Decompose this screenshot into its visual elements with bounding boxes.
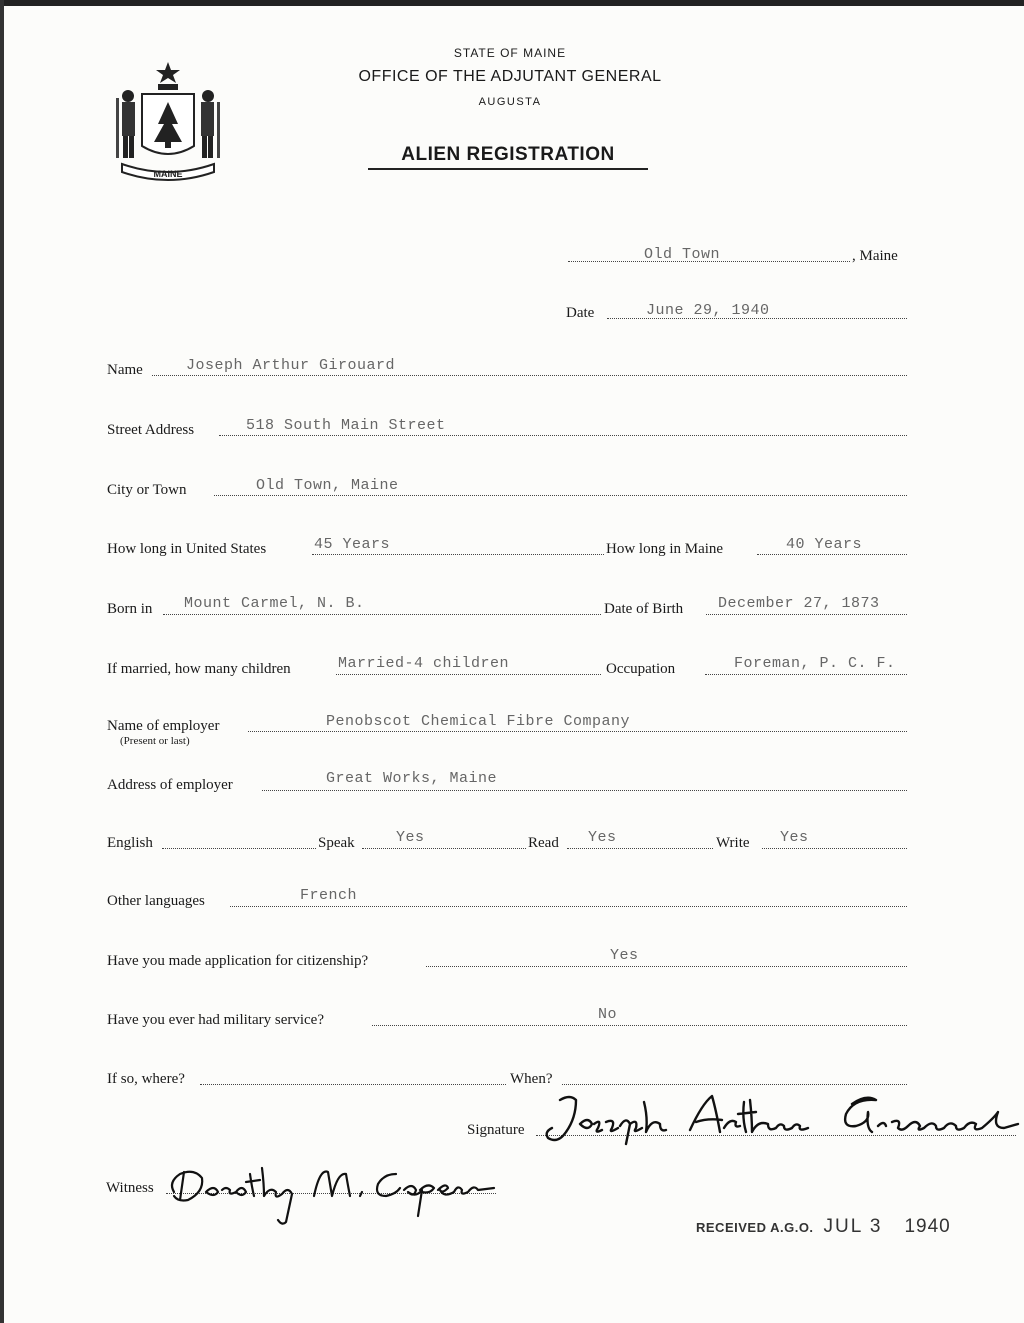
us-time-line	[312, 554, 604, 555]
when-line	[562, 1084, 907, 1085]
where-line	[200, 1084, 506, 1085]
other-languages-label: Other languages	[107, 893, 205, 909]
where-label: If so, where?	[107, 1071, 185, 1087]
name-label: Name	[107, 362, 143, 378]
scan-border-top	[0, 0, 1024, 6]
born-value: Mount Carmel, N. B.	[184, 595, 365, 612]
speak-label: Speak	[318, 835, 355, 851]
title-underline	[368, 168, 648, 170]
stamp-month-day: JUL 3	[823, 1216, 883, 1237]
street-value: 518 South Main Street	[246, 417, 446, 434]
received-stamp	[696, 1216, 951, 1238]
employer-address-line	[262, 790, 907, 791]
military-value: No	[598, 1006, 618, 1023]
employer-line	[248, 731, 907, 732]
children-label: If married, how many children	[107, 661, 291, 677]
born-label: Born in	[107, 601, 153, 617]
name-line	[152, 375, 907, 376]
witness-label: Witness	[106, 1180, 154, 1196]
employer-value: Penobscot Chemical Fibre Company	[326, 713, 631, 730]
occupation-value: Foreman, P. C. F.	[734, 655, 896, 672]
read-line	[567, 848, 713, 849]
city-value: Old Town, Maine	[256, 477, 399, 494]
city-header: AUGUSTA	[478, 96, 542, 108]
english-label: English	[107, 835, 153, 851]
occupation-label: Occupation	[606, 661, 676, 677]
write-line	[762, 848, 907, 849]
street-line	[219, 435, 907, 436]
dob-label: Date of Birth	[604, 601, 684, 617]
occupation-line	[705, 674, 907, 675]
children-value: Married-4 children	[338, 655, 510, 672]
stamp-received: RECEIVED A.G.O.	[696, 1220, 814, 1235]
born-line	[163, 614, 601, 615]
place-value: Old Town	[644, 246, 721, 263]
city-label: City or Town	[107, 482, 187, 498]
citizenship-value: Yes	[610, 947, 639, 964]
read-label: Read	[528, 835, 559, 851]
street-label: Street Address	[107, 422, 195, 438]
scan-border-left	[0, 0, 4, 1323]
other-languages-line	[230, 906, 907, 907]
date-value: June 29, 1940	[646, 302, 770, 319]
maine-time-value: 40 Years	[786, 536, 863, 553]
other-languages-value: French	[300, 887, 358, 904]
witness-signature	[164, 1152, 504, 1228]
svg-text:MAINE: MAINE	[153, 169, 183, 179]
english-line	[162, 848, 316, 849]
speak-value: Yes	[396, 829, 425, 846]
name-value: Joseph Arthur Girouard	[186, 357, 396, 374]
employer-address-label: Address of employer	[107, 777, 233, 793]
dob-value: December 27, 1873	[718, 595, 880, 612]
form-title: ALIEN REGISTRATION	[401, 144, 615, 165]
military-label: Have you ever had military service?	[107, 1012, 324, 1028]
maine-seal-icon	[112, 58, 224, 184]
citizenship-line	[426, 966, 907, 967]
signature-label: Signature	[467, 1122, 525, 1138]
employer-sublabel: (Present or last)	[120, 735, 190, 747]
employer-address-value: Great Works, Maine	[326, 770, 498, 787]
state-header: STATE OF MAINE	[453, 46, 567, 60]
speak-line	[362, 848, 526, 849]
write-value: Yes	[780, 829, 809, 846]
date-label: Date	[566, 305, 595, 321]
us-time-value: 45 Years	[314, 536, 391, 553]
city-line	[214, 495, 907, 496]
dob-line	[706, 614, 907, 615]
when-label: When?	[510, 1071, 553, 1087]
office-header: OFFICE OF THE ADJUTANT GENERAL	[358, 68, 662, 85]
read-value: Yes	[588, 829, 617, 846]
applicant-signature	[536, 1088, 1020, 1154]
write-label: Write	[716, 835, 750, 851]
citizenship-label: Have you made application for citizenship?	[107, 953, 369, 969]
maine-time-label: How long in Maine	[606, 541, 724, 557]
maine-time-line	[757, 554, 907, 555]
children-line	[336, 674, 601, 675]
employer-label: Name of employer	[107, 718, 220, 734]
military-line	[372, 1025, 907, 1026]
us-time-label: How long in United States	[107, 541, 267, 557]
place-suffix: , Maine	[852, 248, 898, 264]
stamp-year: 1940	[904, 1216, 951, 1237]
